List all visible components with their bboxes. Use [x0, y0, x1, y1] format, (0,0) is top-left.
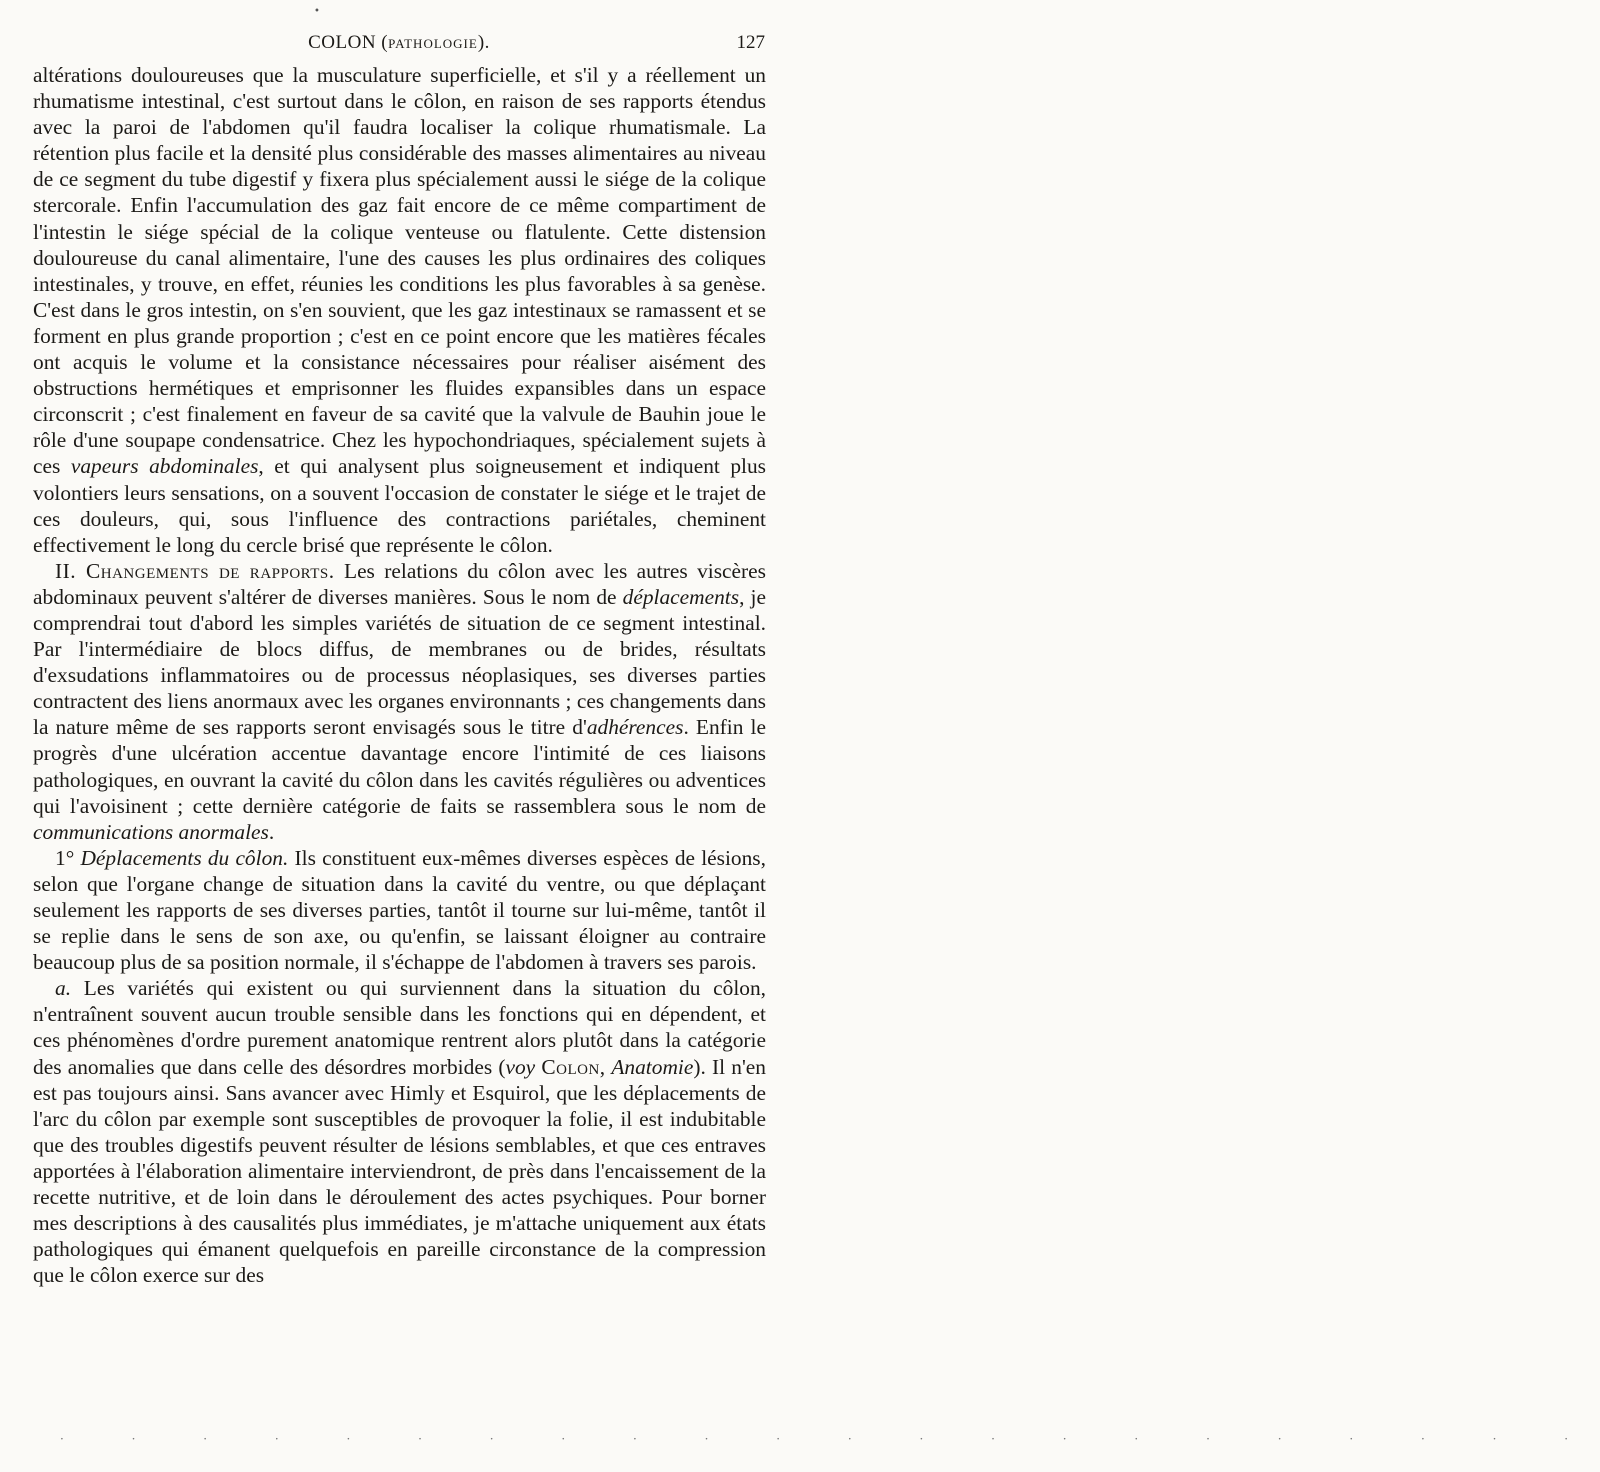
- running-title-subject: PATHOLOGIE: [388, 36, 478, 51]
- emphasis-voy: voy: [505, 1054, 536, 1079]
- cross-reference-colon: Colon: [541, 1054, 600, 1079]
- subsection-heading-deplacements: Déplacements du côlon.: [80, 845, 289, 870]
- subsection-number: 1°: [55, 845, 75, 870]
- cross-reference-anatomie: Anatomie: [611, 1054, 694, 1079]
- emphasis-adherences: adhérences: [586, 715, 684, 740]
- speck-mark: •: [314, 6, 320, 17]
- bottom-speckle-line: · · · · · · · · · · · · · · · · · · · · · ·: [60, 1432, 1600, 1446]
- paragraph-1: altérations douloureuses que la musculature superficielle, et s'il y a réellement un rhumatisme intestinal, c'est surtout dans le côlon, en raison de ses rapports étendus avec la paroi de l'abdomen qu'il faudra localiser la colique rhumatismale. La rétention plus facile et la densité plus considérable des masses alimentaires au niveau de ce segment du tube digestif y fixera plus spécialement aussi le siége de la colique stercorale. Enfin l'accumulation des gaz fait encore de ce même compartiment de l'intestin le siége spécial de la colique venteuse ou flatulente. Cette distension douloureuse du canal alimentaire, l'une des causes les plus ordinaires des coliques intestinales, y trouve, en effet, réunies les conditions les plus favorables à sa genèse. C'est dans le gros intestin, on s'en souvient, que les gaz intestinaux se ramassent et se forment en plus grande proportion ; c'est en ce point encore que les matières fécales ont acquis le volume et la consistance nécessaires pour réaliser aisément des obstructions hermétiques et emprisonner les fluides expansibles dans un espace circonscrit ; c'est finalement en faveur de sa cavité que la valvule de Bauhin joue le rôle d'une soupape condensatrice. Chez les hypochondriaques, spécialement sujets à ces vapeurs abdominales, et qui analysent plus soigneusement et indiquent plus volontiers leurs sensations, on a souvent l'occasion de constater le siége et le trajet de ces douleurs, qui, sous l'influence des contractions pariétales, cheminent effectivement le long du cercle brisé que représente le côlon.: [33, 63, 766, 557]
- paragraph-3: 1° Déplacements du côlon. Ils constituent eux-mêmes diverses espèces de lésions, selon que l'organe change de situation dans la cavité du ventre, ou que déplaçant seulement les rapports de ses diverses parties, tantôt il tourne sur lui-même, tantôt il se replie dans le sens de son axe, ou qu'enfin, se laissant éloigner au contraire beaucoup plus de sa position normale, il s'échappe de l'abdomen à travers ses parois.: [33, 845, 766, 975]
- emphasis-deplacements: déplacements: [622, 584, 740, 609]
- emphasis-communications: communications anormales: [33, 819, 269, 844]
- page-number: 127: [736, 32, 765, 53]
- paragraph-4: a. Les variétés qui existent ou qui surviennent dans la situation du côlon, n'entraînent souvent aucun trouble sensible dans les fonctions qui en dépendent, et ces phénomènes d'ordre purement anatomique rentrent alors plutôt dans la catégorie des anomalies que dans celle des désordres morbides (voy Colon, Anatomie). Il n'en est pas toujours ainsi. Sans avancer avec Himly et Esquirol, que les déplacements de l'arc du côlon par exemple sont susceptibles de provoquer la folie, il est indubitable que des troubles digestifs peuvent résulter de lésions semblables, et que ces entraves apportées à l'élaboration alimentaire interviendront, de près dans l'encaissement de la recette nutritive, et de loin dans le déroulement des actes psychiques. Pour borner mes descriptions à des causalités plus immédiates, je m'attache uniquement aux états pathologiques qui émanent quelquefois en pareille circonstance de la compression que le côlon exerce sur des: [33, 976, 766, 1288]
- paragraph-2: II. Changements de rapports. Les relations du côlon avec les autres viscères abdominaux peuvent s'altérer de diverses manières. Sous le nom de déplacements, je comprendrai tout d'abord les simples variétés de situation de ce segment intestinal. Par l'intermédiaire de blocs diffus, de membranes ou de brides, résultats d'exsudations inflammatoires ou de processus néoplasiques, ses diverses parties contractent des liens anormaux avec les organes environnants ; ces changements dans la nature même de ses rapports seront envisagés sous le titre d'adhérences. Enfin le progrès d'une ulcération accentue davantage encore l'intimité de ces liaisons pathologiques, en ouvrant la cavité du côlon dans les cavités régulières ou adventices qui l'avoisinent ; cette dernière catégorie de faits se rassemblera sous le nom de communications anormales.: [33, 558, 766, 844]
- section-heading-rapports: II. Changements de rapports.: [55, 558, 335, 583]
- item-letter-a: a.: [55, 976, 72, 1001]
- running-title: COLON (PATHOLOGIE).: [308, 32, 490, 53]
- body-text: [33, 62, 766, 1288]
- emphasis-vapeurs: vapeurs abdominales: [70, 454, 259, 479]
- running-header: [33, 30, 765, 58]
